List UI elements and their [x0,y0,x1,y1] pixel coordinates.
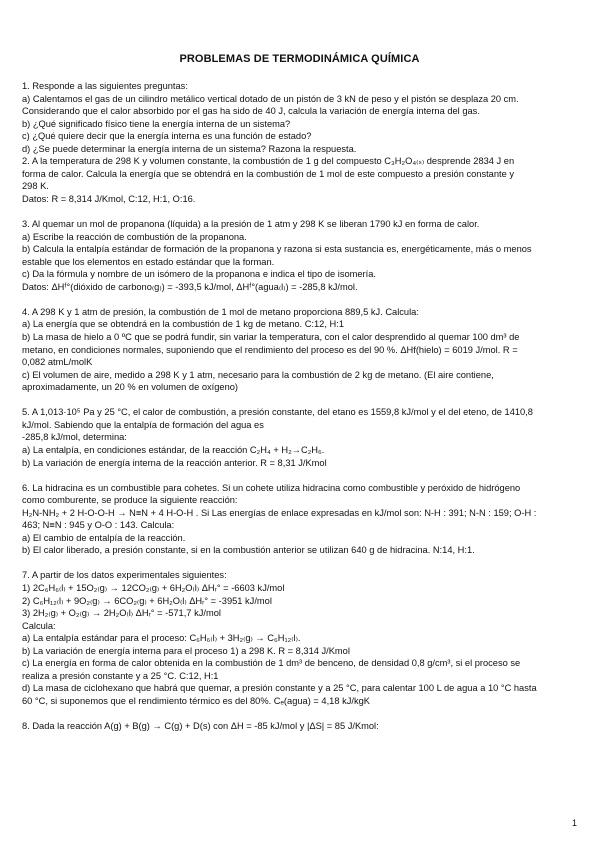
text-line: como comburente, se produce la siguiente reacción: [22,495,238,506]
text-line: 463; N≡N : 945 y O-O : 143. Calcula: [22,520,175,531]
text-line: aproximadamente, un 20 % en volumen de oxígeno) [22,382,239,393]
text-line: 298 K. [22,181,49,192]
text-line: 3) 2H₂₍g₎ + O₂₍g₎ → 2H₂O₍l₎ ΔHᵣ° = -571,7 kJ/mol [22,608,221,619]
text-line: a) El cambio de entalpía de la reacción. [22,532,186,543]
text-line: a) La entalpía, en condiciones estándar, de la reacción C₂H₄ + H₂→C₂H₆. [22,444,325,455]
text-line: b) Calcula la entalpía estándar de formación de la propanona y razona si esta sustancia es, energéticamente, más o menos [22,244,532,255]
text-line: c) ¿Qué quiere decir que la energía interna es una función de estado? [22,131,312,142]
page-number: 1 [571,818,577,828]
text-line: 3. Al quemar un mol de propanona (líquida) a la presión de 1 atm y 298 K se liberan 1790 kJ en forma de calor. [22,219,480,230]
text-line: 1. Responde a las siguientes preguntas: [22,81,188,91]
text-line: 1) 2C₆H₆₍l₎ + 15O₂₍g₎ → 12CO₂₍g₎ + 6H₂O₍l₎ ΔHᵣ° = -6603 kJ/mol [22,583,285,593]
text-line: kJ/mol. Sabiendo que la entalpía de formación del agua es [22,419,264,430]
text-line: 6. La hidracina es un combustible para cohetes. Si un cohete utiliza hidracina como combustible y peróxido de hidrógeno [22,482,521,493]
text-line: 2) C₆H₁₂₍l₎ + 9O₂₍g₎ → 6CO₂₍g₎ + 6H₂O₍l₎ ΔHᵣ° = -3951 kJ/mol [22,595,272,606]
text-line: 4. A 298 K y 1 atm de presión, la combustión de 1 mol de metano proporciona 889,5 kJ. Calcula: [22,306,419,317]
text-line: 8. Dada la reacción A(g) + B(g) → C(g) + D(s) con ΔH = -85 kJ/mol y |ΔS| = 85 J/Kmol: [22,721,379,732]
text-line: 5. A 1,013·10⁵ Pa y 25 °C, el calor de combustión, a presión constante, del etano es 1559,8 kJ/mol y el del eteno, de 1410,8 [22,407,533,418]
text-line: Datos: ΔHᶠ°(dióxido de carbono₍g₎) = -393,5 kJ/mol, ΔHᶠ°(agua₍l₎) = -285,8 kJ/mol. [22,281,358,292]
text-line: Calcula: [22,620,56,631]
text-line: d) La masa de ciclohexano que habrá que quemar, a presión constante y a 25 °C, para calentar 100 L de agua a 10 °C hasta [22,683,537,694]
text-line: metano, en condiciones normales, suponiendo que el rendimiento del proceso es del 90 %. ΔHf(hielo) = 6019 J/mol. R = [22,344,518,355]
text-line: 2. A la temperatura de 298 K y volumen constante, la combustión de 1 g del compuesto C₃H₂O₄₍ₛ₎ desprende 2834 J en [22,156,515,167]
text-line: c) El volumen de aire, medido a 298 K y 1 atm, necesario para la combustión de 2 kg de metano. (El aire contiene, [22,369,494,380]
text-line: forma de calor. Calcula la energía que se obtendrá en la combustión de 1 mol de este compuesto a presión constante y [22,168,514,179]
text-line: b) La masa de hielo a 0 ºC que se podrá fundir, sin variar la temperatura, con el calor desprendido al quemar 100 dm³ de [22,332,520,342]
text-line: H₂N-NH₂ + 2 H-O-O-H → N≡N + 4 H-O-H . Si Las energías de enlace expresadas en kJ/mol son: N-H : 391; N-N : 159; O-H : [22,507,537,518]
text-line: b) El calor liberado, a presión constante, si en la combustión anterior se utilizan 640 g de hidracina. N:14, H:1. [22,545,475,556]
text-line: a) La entalpía estándar para el proceso: C₆H₆₍l₎ + 3H₂₍g₎ → C₆H₁₂₍l₎. [22,633,301,644]
text-line: b) ¿Qué significado físico tiene la energía interna de un sistema? [22,118,291,129]
text-line: d) ¿Se puede determinar la energía interna de un sistema? Razona la respuesta. [22,143,357,154]
text-line: a) Calentamos el gas de un cilindro metálico vertical dotado de un pistón de 3 kN de peso y el pistón se desplaza 20 cm. [22,93,519,104]
text-line: 7. A partir de los datos experimentales siguientes: [22,570,227,581]
text-line: Datos: R = 8,314 J/Kmol, C:12, H:1, O:16. [22,193,196,204]
text-line: -285,8 kJ/mol, determina: [22,432,127,443]
page-title: PROBLEMAS DE TERMODINÁMICA QUÍMICA [179,53,420,65]
text-line: b) La variación de energía interna para el proceso 1) a 298 K. R = 8,314 J/Kmol [22,645,350,656]
text-line: Considerando que el calor absorbido por el gas ha sido de 40 J, calcula la variación de energía interna del gas. [22,106,480,117]
text-line: a) Escribe la reacción de combustión de la propanona. [22,231,247,242]
text-line: realiza a presión constante y a 25 °C. C:12, H:1 [22,670,219,681]
text-line: c) La energía en forma de calor obtenida en la combustión de 1 dm³ de benceno, de densidad 0,8 g/cm³, si el proceso se [22,658,521,669]
text-line: c) Da la fórmula y nombre de un isómero de la propanona e indica el tipo de isomería. [22,269,376,280]
text-line: 0,082 atmL/molK [22,357,93,368]
text-line: a) La energía que se obtendrá en la combustión de 1 kg de metano. C:12, H:1 [22,319,344,330]
text-line: 60 °C, si suponemos que el rendimiento térmico es del 80%. Cₑ(agua) = 4,18 kJ/kgK [22,695,370,706]
text-line: b) La variación de energía interna de la reacción anterior. R = 8,31 J/Kmol [22,457,327,468]
text-line: estable que los elementos en estado estándar que la forman. [22,256,275,267]
